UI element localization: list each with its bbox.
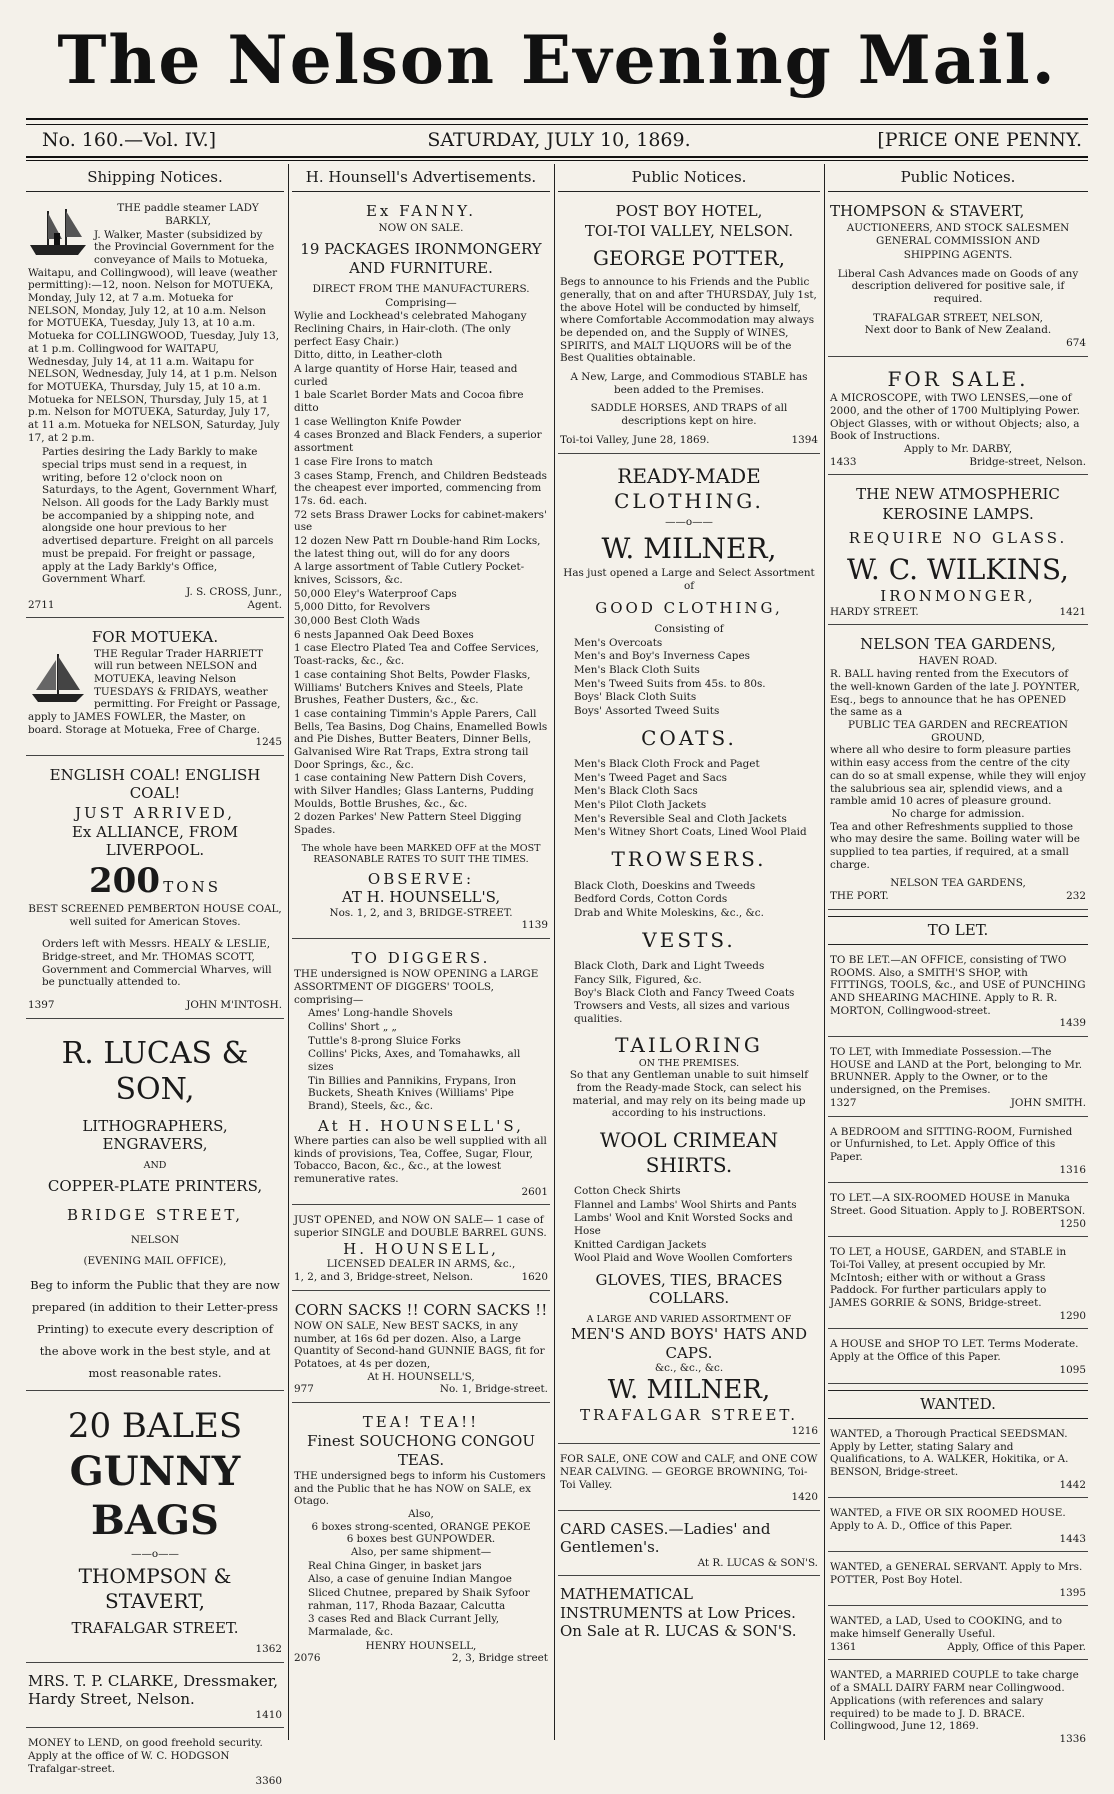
ad-body: TO LET, a HOUSE, GARDEN, and STABLE in Toi-Toi Valley, at present occupied by Mr. McIntosh; either with or without a Grass Paddock. For further particulars apply to JAMES GORRIE & SONS, Bridge-street. [830,1246,1067,1310]
ad-line: No. 1, Bridge-street. [439,1383,548,1396]
ad-unit: TONS [163,877,221,896]
ad-item: Wool Plaid and Wove Woollen Comforters [574,1252,793,1265]
ad-body: MATHEMATICAL INSTRUMENTS at Low Prices. On Sale at R. LUCAS & SON'S. [560,1585,797,1640]
ad-item: 3 cases Red and Black Currant Jelly, Marmalade, &c. [308,1613,500,1639]
ad-item: Men's Reversible Seal and Cloth Jackets [574,812,787,825]
ad-item: 12 dozen New Patt rn Double-hand Rim Locks, the latest thing out, will do for any doors [294,534,541,560]
ad-line: GENERAL COMMISSION AND [876,235,1040,248]
ad-item: 50,000 Eley's Waterproof Caps [294,587,457,600]
ad-line: Ex FANNY. [365,202,477,221]
ad-number: 1395 [1059,1586,1086,1599]
ad-subhead: MEN'S AND BOYS' HATS AND CAPS. [570,1325,808,1362]
ad-line: GOOD CLOTHING, [595,598,783,617]
ad-number: 1421 [1059,605,1086,618]
ad-line: POST BOY HOTEL, [615,202,763,221]
ad-body: TO BE LET.—AN OFFICE, consisting of TWO ROOMS. Also, a SMITH'S SHOP, with FITTINGS, TOOLS, &c., and USE of PUNCHING AND SHEARING MACHINE. Apply to R. R. MORTON, Collingwood-street. [830,953,1086,1017]
ad-body: THE undersigned begs to inform his Customers and the Public that he has NOW on SALE, ex Otago. [294,1469,546,1508]
ad-kerosine-lamps [828,481,1088,625]
ad-tea [292,1409,550,1671]
ad-number: 977 [294,1383,314,1396]
issue-number: No. 160.—Vol. IV.] [42,129,217,151]
ad-number: 1245 [255,736,282,749]
ad-line: THOMPSON & STAVERT, [830,202,1025,221]
ad-line: NOW ON SALE. [378,221,464,234]
ad-line: HARDY STREET. [830,605,919,618]
ad-subhead: TROWSERS. [611,847,767,872]
ad-item: Bedford Cords, Cotton Cords [574,893,728,906]
ad-line: Next door to Bank of New Zealand. [864,324,1052,337]
ad-body: R. BALL having rented from the Executors of the well-known Garden of the late J. POYNTER, Esq., begs to announce that he has OPENED the same as a [830,668,1080,719]
ad-lady-barkly [26,198,284,618]
ad-body: FOR SALE, ONE COW and CALF, and ONE COW NEAR CALVING. — GEORGE BROWNING, Toi-Toi Valley. [560,1453,818,1491]
ad-line: At H. HOUNSELL'S, [318,1116,524,1135]
ad-line: READY-MADE [617,463,761,488]
ad-title: THE paddle steamer LADY BARKLY, [117,202,259,227]
ad-number: 1361 [830,1640,857,1653]
steamer-icon [28,203,88,259]
ad-body: MRS. T. P. CLARKE, Dressmaker, Hardy Street, Nelson. [28,1671,279,1709]
ad-mathematical [558,1582,820,1646]
ad-item: Collins' Picks, Axes, and Tomahawks, all sizes [308,1048,521,1073]
ad-number: 1397 [28,999,55,1012]
ad-line: NELSON TEA GARDENS, [890,877,1026,890]
ad-subhead: WOOL CRIMEAN SHIRTS. [599,1128,779,1177]
ad-body: A BEDROOM and SITTING-ROOM, Furnished or Unfurnished, to Let. Apply Office of this Paper. [830,1125,1073,1163]
ad-item: 1 case Electro Plated Tea and Coffee Services, Toast-racks, &c., &c. [294,642,539,668]
ad-tea-gardens [828,631,1088,909]
ad-item: Black Cloth, Doeskins and Tweeds [574,879,756,892]
ad-item: 1 case containing Timmin's Apple Parers, Call Bells, Tea Basins, Dog Chains, Enamelled Bowls and Pie Dishes, Butter Beaters, Dinner Bells, Galvanised Wire Rat Traps, Extra strong tail Door Springs, &c., &c. [294,707,548,771]
ad-card-cases [558,1517,820,1576]
ad-line: OBSERVE: [367,869,475,888]
ad-item: 1 bale Scarlet Border Mats and Cocoa fibre ditto [294,389,524,415]
ad-number: 1410 [255,1708,282,1721]
ad-line: W. C. WILKINS, [847,553,1069,587]
ad-number: 1327 [830,1096,857,1109]
ad-item: Also, a case of genuine Indian Mangoe [308,1573,512,1586]
ad-number: 674 [1066,337,1086,350]
ad-line: 20 BALES [67,1406,243,1447]
ad-for-motueka [26,624,284,756]
ad-line: NELSON TEA GARDENS, [860,635,1056,654]
ad-body: MONEY to LEND, on good freehold security. Apply at the office of W. C. HODGSON Trafalgar-street. [28,1737,263,1775]
ad-body: JUST OPENED, and NOW ON SALE— 1 case of superior SINGLE and DOUBLE BARREL GUNS. [294,1214,547,1240]
ad-line: LICENSED DEALER IN ARMS, &c., [326,1258,516,1271]
ad-item: 6 nests Japanned Oak Deed Boxes [294,628,474,641]
ad-body-2: A New, Large, and Commodious STABLE has been added to the Premises. [570,371,808,396]
ad-item: 1 case Wellington Knife Powder [294,415,461,428]
ad-body: THE Regular Trader HARRIETT will run between NELSON and MOTUEKA, leaving Nelson TUESDAYS & FRIDAYS, weather permitting. For Freight or Passage, apply to JAMES FOWLER, the Master, on board. Storage at Motueka, Free of Charge. [28,647,281,736]
ad-line: Has just opened a Large and Select Assortment of [563,567,815,592]
masthead-title: The Nelson Evening Mail. [57,21,1057,99]
ad-item: 3 cases Stamp, French, and Children Bedsteads the cheapest ever imported, commencing from 17s. 6d. each. [294,469,547,507]
ad-money-to-lend [26,1734,284,1794]
ad-body: A HOUSE and SHOP TO LET. Terms Moderate. Apply at the Office of this Paper. [830,1338,1079,1364]
ad-gunny-bags [26,1397,284,1663]
ad-line: JUST ARRIVED, [74,803,236,822]
ad-item: Men's Witney Short Coats, Lined Wool Plaid [574,826,807,839]
ad-line: TOI-TOI VALLEY, NELSON. [584,221,794,240]
ad-guns [292,1211,550,1290]
ad-line: (EVENING MAIL OFFICE), [83,1254,227,1267]
ad-line: Comprising— [385,296,457,309]
ad-thompson-stavert [828,198,1088,356]
ad-english-coal [26,762,284,1019]
ad-line: THE NEW ATMOSPHERIC [856,485,1060,504]
ad-line: Ex ALLIANCE, FROM LIVERPOOL. [71,822,239,860]
ad-item: A large quantity of Horse Hair, teased and curled [294,363,518,388]
masthead [0,0,1114,120]
ad-item: Men's Black Cloth Frock and Paget [574,758,760,771]
ad-number: 1443 [1059,1532,1086,1545]
ad-body: Begs to announce to his Friends and the Public generally, that on and after THURSDAY, July 1st, the above Hotel will be conducted by himself, where Comfortable Accommodation may always be depended on, and the Supply of WINES, SPIRITS, and MALT LIQUORS will be of the Best Qualities obtainable. [560,276,817,365]
ad-title: R. LUCAS & SON, [61,1035,249,1108]
ad-line: CLOTHING. [614,488,764,513]
ad-body-2: Parties desiring the Lady Barkly to make special trips must send in a request, in writing, before 12 o'clock noon on Saturdays, to the Agent, Government Wharf, Nelson. All goods for the Lady Barkly must be accompanied by a shipping note, and alongside one hour previous to her advertised departure. Freight on all parcels must be prepaid. For freight or passage, apply at the Lady Barkly's Office, Government Wharf. [42,446,278,586]
ad-number: 1394 [791,433,818,446]
ad-item: Fancy Silk, Figured, &c. [574,973,702,986]
ad-line: ON THE PREMISES. [638,1057,740,1069]
ad-title: FOR MOTUEKA. [91,628,219,647]
ad-signature: Apply, Office of this Paper. [947,1640,1086,1653]
ad-title: CORN SACKS !! CORN SACKS !! [294,1300,548,1319]
ad-milner-clothing [558,460,820,1445]
ad-body: NOW ON SALE, New BEST SACKS, in any number, at 16s 6d per dozen. Also, a Large Quantity of Second-hand GUNNIE BAGS, fit for Potatoes, at 4s per dozen, [294,1319,545,1370]
ad-number: 1250 [1059,1217,1086,1230]
ad-number: 1216 [791,1424,818,1437]
ad-item: 2 dozen Parkes' New Pattern Steel Digging Spades. [294,811,522,837]
ad-title: ENGLISH COAL! ENGLISH COAL! [49,766,261,803]
ad-item: Cotton Check Shirts [574,1184,681,1197]
ad-line: AT H. HOUNSELL'S, [341,888,501,907]
ad-body-2: where all who desire to form pleasure parties within easy access from the centre of the city can do so at small expense, while they will enjoy the salubrious sea air, splendid views, and a ramble amid 10 acres of pleasure ground. [830,744,1086,808]
ad-line: NELSON [130,1233,180,1246]
ad-line: Also, per same shipment— [350,1545,492,1558]
ad-body: WANTED, a MARRIED COUPLE to take charge of a SMALL DAIRY FARM near Collingwood. Applications (with references and salary required) to be made to J. D. BRACE. Collingwood, June 12, 1869. [830,1669,1079,1733]
ad-subhead: COATS. [641,725,737,750]
ad-item: Men's Tweed Suits from 45s. to 80s. [574,677,766,690]
ad-line: 2, 3, Bridge street [451,1652,548,1665]
ad-clarke [26,1669,284,1728]
ad-line: PUBLIC TEA GARDEN and RECREATION GROUND, [848,719,1068,744]
ad-line: 19 PACKAGES IRONMONGERY AND FURNITURE. [300,240,542,277]
ad-item: Tuttle's 8-prong Sluice Forks [308,1034,461,1047]
ad-wanted-servant [828,1558,1088,1606]
ad-line: No charge for admission. [891,807,1025,820]
ad-line: 6 boxes best GUNPOWDER. [346,1533,496,1546]
ad-body: TO LET.—A SIX-ROOMED HOUSE in Manuka Street. Good Situation. Apply to J. ROBERTSON. [830,1192,1086,1217]
ad-item: Wylie and Lockhead's celebrated Mahogany Reclining Chairs, in Hair-cloth. (The only perfect Easy Chair.) [294,310,527,348]
ad-line: Consisting of [654,622,724,635]
ad-line: W. MILNER, [607,1374,771,1405]
ad-house-port [828,1043,1088,1116]
ad-signature: JOHN SMITH. [1010,1096,1086,1109]
ad-body: WANTED, a LAD, Used to COOKING, and to make himself Generally Useful. [830,1615,1062,1641]
ad-subhead: GLOVES, TIES, BRACES COLLARS. [595,1271,783,1308]
ad-body-3: SADDLE HORSES, AND TRAPS of all descriptions kept on hire. [590,402,788,428]
column-shipping [26,164,284,1788]
ad-house-garden [828,1243,1088,1329]
issue-date: SATURDAY, JULY 10, 1869. [427,129,691,151]
ad-number: 1439 [1059,1017,1086,1030]
ad-title: FOR SALE. [887,366,1029,391]
ad-body: THE undersigned is NOW OPENING a LARGE ASSORTMENT OF DIGGERS' TOOLS, comprising— [294,968,539,1006]
ad-body: So that any Gentleman unable to suit himself from the Ready-made Stock, can select his material, and may rely on its being made up according to his instructions. [569,1069,809,1120]
ad-line: GUNNY BAGS [69,1447,241,1544]
ad-line: THE PORT. [830,890,889,902]
ad-line: The whole have been MARKED OFF at the MOST REASONABLE RATES TO SUIT THE TIMES. [301,842,541,866]
ad-item: 1 case containing Shot Belts, Powder Flasks, Williams' Butchers Knives and Steels, Plate Brushes, Feather Dusters, &c., &c. [294,668,531,707]
ad-item: Men's and Boy's Inverness Capes [574,650,750,663]
ad-line: TRAFALGAR STREET. [580,1406,798,1425]
ad-subhead: TAILORING [615,1033,763,1058]
ad-wanted-couple [828,1666,1088,1751]
column-heading: H. Hounsell's Advertisements. [292,164,550,192]
ad-item: Tin Billies and Pannikins, Frypans, Iron Buckets, Sheath Knives (Williams' Pipe Brand), Steels, &c., &c. [308,1074,517,1113]
ad-divider: ——o—— [131,1548,179,1561]
ad-number: 1420 [791,1491,818,1504]
ad-wanted-lad [828,1612,1088,1660]
ad-number: 1139 [521,919,548,932]
ad-line: BEST SCREENED PEMBERTON HOUSE COAL, well suited for American Stoves. [28,903,282,928]
ad-item: Men's Black Cloth Sacs [574,785,698,798]
ad-item: Men's Overcoats [574,636,663,649]
ad-line: Apply to Mr. DARBY, [903,442,1013,455]
ad-item: Men's Tweed Paget and Sacs [574,771,727,784]
ad-number: 1433 [830,455,857,468]
ad-line: 1, 2, and 3, Bridge-street, Nelson. [294,1270,474,1283]
ad-line: At H. HOUNSELL'S, [367,1370,475,1383]
ad-line: Finest SOUCHONG CONGOU TEAS. [306,1432,535,1469]
dateline-rule [26,156,1088,158]
ad-item: Lambs' Wool and Knit Worsted Socks and Hose [574,1212,793,1237]
ad-line: TRAFALGAR STREET. [71,1618,239,1637]
ad-agent: Agent. [247,598,282,611]
ad-office-to-let [828,951,1088,1037]
ad-number: 1362 [255,1643,282,1656]
ad-ex-fanny [292,198,550,939]
ad-number: 2076 [294,1652,321,1665]
ad-line: IRONMONGER, [880,587,1036,606]
ad-number: 2601 [521,1185,548,1198]
ad-body: WANTED, a FIVE OR SIX ROOMED HOUSE. Apply to A. D., Office of this Paper. [830,1507,1066,1532]
ad-house-shop [828,1335,1088,1383]
ad-body-3: Tea and other Refreshments supplied to those who may desire the same. Boiling water will be supplied to tea parties, if required, at a small charge. [830,820,1080,871]
ad-line: &c., &c., &c. [654,1361,724,1374]
ad-number: 1336 [1059,1732,1086,1745]
ad-item: Ditto, ditto, in Leather-cloth [294,349,443,362]
ad-body: A MICROSCOPE, with TWO LENSES,—one of 2000, and the other of 1700 Multiplying Power. Object Glasses, with or without Objects; also, a Book of Instructions. [830,392,1080,443]
sailing-ship-icon [28,650,88,706]
dateline-rule-thin [26,160,1088,161]
ad-item: Ames' Long-handle Shovels [308,1007,453,1020]
ad-item: Flannel and Lambs' Wool Shirts and Pants [574,1198,797,1211]
ad-line: Also, [408,1507,434,1520]
ad-body: WANTED, a GENERAL SERVANT. Apply to Mrs. POTTER, Post Boy Hotel. [830,1561,1083,1587]
ad-item: 1 case Fire Irons to match [294,455,433,468]
section-heading-wanted: WANTED. [828,1390,1088,1419]
ad-number: 1095 [1059,1363,1086,1376]
ad-line: REQUIRE NO GLASS. [848,528,1068,547]
ad-item: 72 sets Brass Drawer Locks for cabinet-makers' use [294,508,547,534]
column-heading: Public Notices. [558,164,820,192]
ad-divider: ——o—— [665,516,713,529]
ad-line: BRIDGE STREET, [66,1205,243,1224]
ad-body: J. Walker, Master (subsidized by the Provincial Government for the conveyance of Mails to Motueka, Waitapu, and Collingwood), will leave (weather permitting):—12, noon. Nelson for MOTUEKA, Monday, July 12, at 7 a.m. Motueka for NELSON, Monday, July 12, at 10 a.m. Nelson for MOTUEKA, Tuesday, July 13, at 10 a.m. Motueka for COLLINGWOOD, Tuesday, July 13, at 1 p.m. Collingwood for WAITAPU, Wednesday, July 14, at 11 a.m. Waitapu for NELSON, Wednesday, July 14, at 1 p.m. Nelson for MOTUEKA, Thursday, July 15, at 10 a.m. Motueka for NELSON, Thursday, July 15, at 1 p.m. Nelson for MOTUEKA, Saturday, July 17, at 11 a.m. Motueka for NELSON, Saturday, July 17, at 2 p.m. [28,228,280,444]
ad-number: 1290 [1059,1309,1086,1322]
ad-post-boy-hotel [558,198,820,453]
ad-number: 1316 [1059,1163,1086,1176]
ad-microscope [828,363,1088,476]
ad-item: 30,000 Best Cloth Wads [294,615,420,628]
ad-signature: J. S. CROSS, Junr., [186,585,282,598]
ad-item: A large assortment of Table Cutlery Pocket-knives, Scissors, &c. [294,561,525,586]
ad-signature: HENRY HOUNSELL, [365,1639,477,1652]
ad-line: AND [143,1159,167,1171]
ad-cow-sale [558,1450,820,1511]
ad-item: Drab and White Moleskins, &c., &c. [574,906,764,919]
ad-number: 1442 [1059,1478,1086,1491]
column-heading: Shipping Notices. [26,164,284,192]
ad-line: GEORGE POTTER, [593,245,785,270]
ad-quantity: 200 [89,860,160,901]
ad-signature: At R. LUCAS & SON'S. [697,1556,818,1569]
ad-item: Collins' Short „ „ [308,1020,397,1033]
ad-item: Knitted Cardigan Jackets [574,1238,707,1251]
ad-line: TRAFALGAR STREET, NELSON, [873,311,1043,324]
ad-item: 4 cases Bronzed and Black Fenders, a superior assortment [294,429,542,455]
ad-item: Men's Black Cloth Suits [574,663,700,676]
ad-item: Boy's Black Cloth and Fancy Tweed Coats Trowsers and Vests, all sizes and various qualities. [574,987,795,1025]
column-hounsell [292,164,550,1740]
ad-signature: JOHN M'INTOSH. [186,999,282,1012]
ad-line: Nos. 1, 2, and 3, BRIDGE-STREET. [329,906,513,919]
ad-lucas-son [26,1025,284,1392]
column-public-notices-2 [828,164,1088,1745]
ad-number: 2711 [28,598,55,611]
ad-title: TO DIGGERS. [351,948,491,967]
column-heading: Public Notices. [828,164,1088,192]
ad-subhead: VESTS. [642,927,736,952]
ad-line: SHIPPING AGENTS. [903,248,1013,261]
ad-body: Liberal Cash Advances made on Goods of any description delivered for positive sale, if required. [837,267,1079,306]
issue-price: [PRICE ONE PENNY. [877,129,1082,151]
ad-line: Toi-toi Valley, June 28, 1869. [560,433,710,446]
ad-line: LITHOGRAPHERS, ENGRAVERS, [82,1117,228,1154]
ad-item: Boys' Black Cloth Suits [574,691,697,704]
ad-item: Real China Ginger, in basket jars [308,1559,482,1572]
ad-line: HAVEN ROAD. [918,654,998,667]
ad-number: 1620 [521,1270,548,1283]
ad-body: Beg to inform the Public that they are now prepared (in addition to their Letter-press Printing) to execute every description of the above work in the best style, and at most reasonable rates. [30,1278,280,1380]
ad-body: Orders left with Messrs. HEALY & LESLIE, Bridge-street, and Mr. THOMAS SCOTT, Government and Commercial Wharves, will be punctually attended to. [42,938,272,989]
ad-item: Men's Pilot Cloth Jackets [574,799,707,812]
ad-six-roomed [828,1189,1088,1237]
ad-line: H. HOUNSELL, [343,1239,499,1258]
section-heading-to-let: TO LET. [828,916,1088,945]
ad-body: WANTED, a Thorough Practical SEEDSMAN. Apply by Letter, stating Salary and Qualifications, to A. WALKER, Hokitika, or A. BENSON, Bridge-street. [830,1427,1069,1478]
ad-item: 5,000 Ditto, for Revolvers [294,601,431,614]
ad-line: DIRECT FROM THE MANUFACTURERS. [312,282,530,295]
column-public-notices-1 [558,164,820,1740]
ad-item: Black Cloth, Dark and Light Tweeds [574,960,765,972]
ad-body: CARD CASES.—Ladies' and Gentlemen's. [560,1519,771,1557]
ad-title: TEA! TEA!! [362,1412,480,1431]
ad-wanted-house [828,1504,1088,1552]
columns [26,164,1088,1788]
ad-line: 6 boxes strong-scented, ORANGE PEKOE [311,1520,531,1533]
ad-line: A LARGE AND VARIED ASSORTMENT OF [586,1313,792,1325]
ad-to-diggers [292,945,550,1206]
top-rule [26,118,1088,120]
ad-line: AUCTIONEERS, AND STOCK SALESMEN [846,221,1070,234]
ad-item: Boys' Assorted Tweed Suits [574,704,720,717]
ad-number: 3360 [255,1775,282,1788]
top-rule-thin [26,124,1088,125]
ad-item: 1 case containing New Pattern Dish Covers, with Silver Handles; Glass Lanterns, Pudding Moulds, Bottle Brushes, &c., &c. [294,772,534,810]
ad-line: W. MILNER, [601,532,777,565]
ad-body: TO LET, with Immediate Possession.—The HOUSE and LAND at the Port, belonging to Mr. BRUNNER. Apply to the Owner, or to the undersigned, on the Premises. [830,1046,1083,1097]
ad-body-2: Where parties can also be well supplied with all kinds of provisions, Tea, Coffee, Sugar, Flour, Tobacco, Bacon, &c., &c., at the lowest remunerative rates. [294,1135,547,1186]
ad-corn-sacks [292,1297,550,1403]
ad-number: 232 [1066,890,1086,902]
ad-item: Sliced Chutnee, prepared by Shaik Syfoor rahman, 117, Rhoda Bazaar, Calcutta [308,1587,530,1612]
ad-wanted-seedsman [828,1425,1088,1498]
ad-line: COPPER-PLATE PRINTERS, [47,1177,263,1196]
ad-line: Bridge-street, Nelson. [969,455,1086,468]
ad-line: THOMPSON & STAVERT, [78,1564,232,1613]
ad-bedroom [828,1123,1088,1184]
ad-line: KEROSINE LAMPS. [882,504,1034,523]
